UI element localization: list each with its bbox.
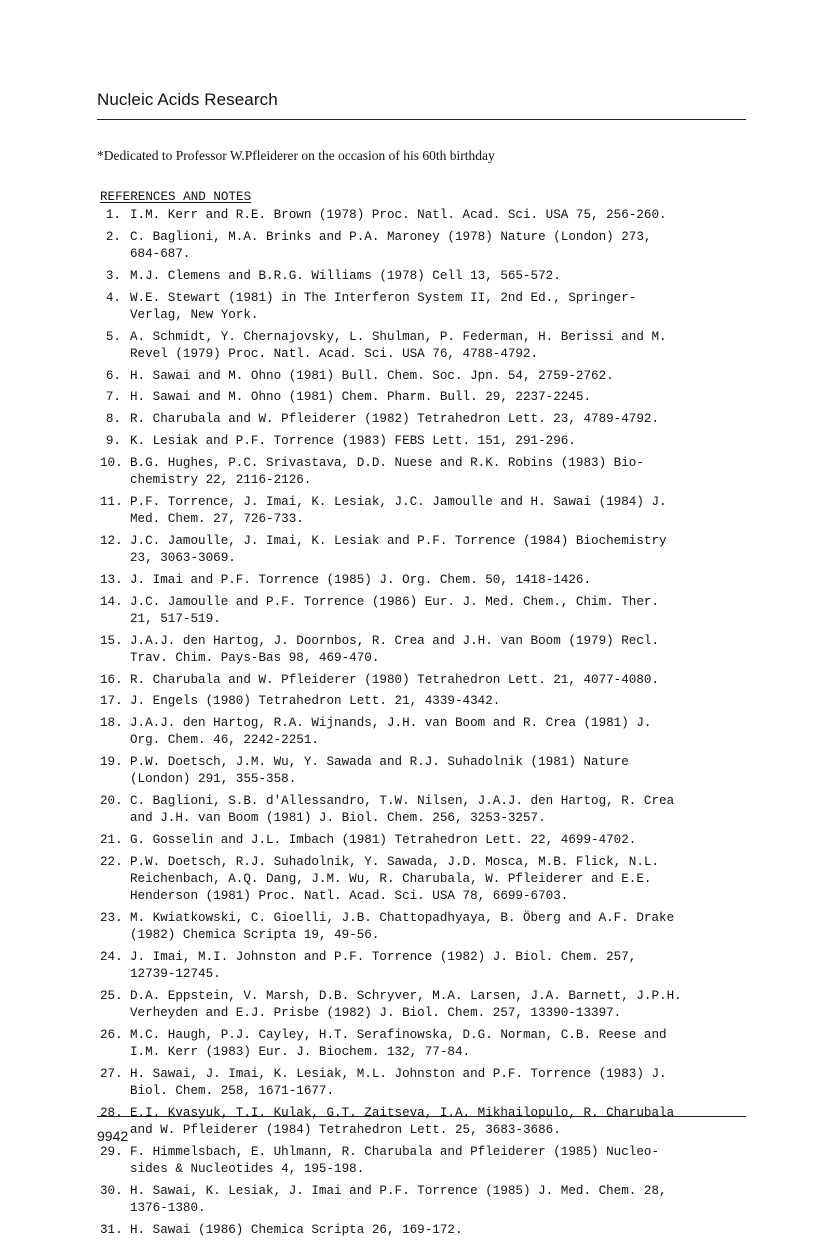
reference-item	[100, 793, 750, 827]
reference-text: C. Baglioni, M.A. Brinks and P.A. Maroney (1978) Nature (London) 273, 684-687.	[130, 229, 652, 261]
reference-item	[100, 411, 750, 428]
reference-number: 17.	[100, 694, 123, 709]
reference-text: H. Sawai and M. Ohno (1981) Chem. Pharm. Bull. 29, 2237-2245.	[130, 390, 592, 405]
reference-item	[100, 910, 750, 944]
reference-item	[100, 988, 750, 1022]
reference-item	[100, 329, 750, 363]
references-heading: REFERENCES AND NOTES	[100, 190, 252, 204]
reference-number: 1.	[105, 208, 121, 222]
reference-text: B.G. Hughes, P.C. Srivastava, D.D. Nuese and R.K. Robins (1983) Bio- chemistry 22, 2116-2126.	[130, 455, 644, 487]
reference-number: 23.	[100, 911, 123, 926]
reference-text: M. Kwiatkowski, C. Gioelli, J.B. Chattopadhyaya, B. Öberg and A.F. Drake (1982) Chemica Scripta 19, 49-56.	[130, 911, 675, 943]
reference-text: J. Imai, M.I. Johnston and P.F. Torrence (1982) J. Biol. Chem. 257, 12739-12745.	[130, 950, 637, 982]
reference-item	[100, 832, 750, 849]
reference-item	[100, 1144, 750, 1178]
reference-text: R. Charubala and W. Pfleiderer (1982) Tetrahedron Lett. 23, 4789-4792.	[130, 412, 660, 427]
reference-number: 10.	[100, 455, 123, 470]
reference-text: J. Engels (1980) Tetrahedron Lett. 21, 4339-4342.	[130, 694, 501, 709]
reference-item	[100, 455, 750, 489]
header-rule	[97, 119, 746, 120]
reference-text: R. Charubala and W. Pfleiderer (1980) Tetrahedron Lett. 21, 4077-4080.	[130, 672, 660, 687]
journal-title: Nucleic Acids Research	[97, 90, 278, 109]
reference-item	[100, 672, 750, 689]
reference-text: I.M. Kerr and R.E. Brown (1978) Proc. Natl. Acad. Sci. USA 75, 256-260.	[130, 208, 667, 222]
reference-text: H. Sawai (1986) Chemica Scripta 26, 169-172.	[130, 1223, 463, 1238]
reference-number: 4.	[105, 290, 121, 305]
reference-text: J.C. Jamoulle and P.F. Torrence (1986) Eur. J. Med. Chem., Chim. Ther. 21, 517-519.	[130, 594, 660, 626]
reference-number: 3.	[105, 268, 121, 283]
reference-item	[100, 533, 750, 567]
reference-text: P.F. Torrence, J. Imai, K. Lesiak, J.C. Jamoulle and H. Sawai (1984) J. Med. Chem. 27, 726-733.	[130, 494, 667, 526]
reference-number: 24.	[100, 950, 123, 965]
reference-item	[100, 754, 750, 788]
reference-text: J.C. Jamoulle, J. Imai, K. Lesiak and P.F. Torrence (1984) Biochemistry 23, 3063-3069.	[130, 533, 667, 565]
reference-text: A. Schmidt, Y. Chernajovsky, L. Shulman, P. Federman, H. Berissi and M. Revel (1979) Proc. Natl. Acad. Sci. USA 76, 4788-4792.	[130, 329, 667, 361]
reference-text: W.E. Stewart (1981) in The Interferon System II, 2nd Ed., Springer- Verlag, New York.	[130, 290, 637, 322]
reference-item	[100, 715, 750, 749]
reference-item	[100, 290, 750, 324]
reference-text: M.J. Clemens and B.R.G. Williams (1978) Cell 13, 565-572.	[130, 268, 561, 283]
reference-item	[100, 854, 750, 906]
reference-number: 18.	[100, 716, 123, 731]
reference-number: 7.	[105, 390, 121, 405]
reference-number: 30.	[100, 1184, 123, 1199]
footer-rule	[97, 1116, 746, 1117]
reference-number: 5.	[105, 329, 121, 344]
reference-text: E.I. Kvasyuk, T.I. Kulak, G.T. Zaitseva, I.A. Mikhailopulo, R. Charubala and W. Pfleiderer (1984) Tetrahedron Lett. 25, 3683-3686.	[130, 1106, 675, 1138]
reference-item	[100, 594, 750, 628]
reference-item	[100, 433, 750, 450]
reference-number: 11.	[100, 494, 123, 509]
reference-item	[100, 949, 750, 983]
reference-item	[100, 268, 750, 285]
reference-text: J.A.J. den Hartog, J. Doornbos, R. Crea and J.H. van Boom (1979) Recl. Trav. Chim. Pays-Bas 98, 469-470.	[130, 633, 660, 665]
reference-text: P.W. Doetsch, R.J. Suhadolnik, Y. Sawada, J.D. Mosca, M.B. Flick, N.L. Reichenbach, A.Q. Dang, J.M. Wu, R. Charubala, W. Pfleiderer and E.E. Henderson (1981) Proc. Natl. Acad. Sci. USA 78, 6699-6703.	[130, 854, 660, 904]
reference-item	[100, 1027, 750, 1061]
reference-item	[100, 229, 750, 263]
reference-number: 2.	[105, 229, 121, 244]
reference-item	[100, 494, 750, 528]
reference-text: D.A. Eppstein, V. Marsh, D.B. Schryver, M.A. Larsen, J.A. Barnett, J.P.H. Verheyden and E.J. Prisbe (1982) J. Biol. Chem. 257, 13390-13397.	[130, 989, 682, 1021]
reference-number: 15.	[100, 633, 123, 648]
reference-text: M.C. Haugh, P.J. Cayley, H.T. Serafinowska, D.G. Norman, C.B. Reese and I.M. Kerr (1983) Eur. J. Biochem. 132, 77-84.	[130, 1028, 667, 1060]
reference-text: F. Himmelsbach, E. Uhlmann, R. Charubala and Pfleiderer (1985) Nucleo- sides & Nucleotides 4, 195-198.	[130, 1145, 660, 1177]
reference-text: J. Imai and P.F. Torrence (1985) J. Org. Chem. 50, 1418-1426.	[130, 572, 592, 587]
reference-number: 26.	[100, 1028, 123, 1043]
reference-text: H. Sawai, J. Imai, K. Lesiak, M.L. Johnston and P.F. Torrence (1983) J. Biol. Chem. 258, 1671-1677.	[130, 1067, 667, 1099]
reference-text: P.W. Doetsch, J.M. Wu, Y. Sawada and R.J. Suhadolnik (1981) Nature (London) 291, 355-358.	[130, 755, 629, 787]
reference-number: 21.	[100, 833, 123, 848]
reference-number: 31.	[100, 1223, 123, 1238]
reference-item	[100, 389, 750, 406]
reference-text: J.A.J. den Hartog, R.A. Wijnands, J.H. van Boom and R. Crea (1981) J. Org. Chem. 46, 2242-2251.	[130, 716, 652, 748]
reference-text: H. Sawai, K. Lesiak, J. Imai and P.F. Torrence (1985) J. Med. Chem. 28, 1376-1380.	[130, 1184, 667, 1216]
reference-number: 25.	[100, 989, 123, 1004]
reference-number: 6.	[105, 368, 121, 383]
reference-number: 8.	[105, 412, 121, 427]
reference-list	[100, 207, 750, 1244]
reference-item	[100, 368, 750, 385]
reference-item	[100, 572, 750, 589]
reference-item	[100, 1066, 750, 1100]
reference-number: 22.	[100, 854, 123, 869]
reference-item	[100, 693, 750, 710]
reference-number: 13.	[100, 572, 123, 587]
reference-text: G. Gosselin and J.L. Imbach (1981) Tetrahedron Lett. 22, 4699-4702.	[130, 833, 637, 848]
reference-text: C. Baglioni, S.B. d'Allessandro, T.W. Nilsen, J.A.J. den Hartog, R. Crea and J.H. van Boom (1981) J. Biol. Chem. 256, 3253-3257.	[130, 794, 675, 826]
reference-text: H. Sawai and M. Ohno (1981) Bull. Chem. Soc. Jpn. 54, 2759-2762.	[130, 368, 614, 383]
reference-number: 27.	[100, 1067, 123, 1082]
reference-number: 14.	[100, 594, 123, 609]
reference-number: 9.	[105, 433, 121, 448]
reference-number: 29.	[100, 1145, 123, 1160]
reference-number: 28.	[100, 1106, 123, 1121]
reference-item	[100, 1222, 750, 1239]
reference-item	[100, 207, 750, 224]
reference-number: 12.	[100, 533, 123, 548]
page-number: 9942	[97, 1128, 129, 1144]
reference-number: 19.	[100, 755, 123, 770]
reference-number: 20.	[100, 794, 123, 809]
reference-text: K. Lesiak and P.F. Torrence (1983) FEBS Lett. 151, 291-296.	[130, 433, 576, 448]
reference-item	[100, 1183, 750, 1217]
dedication-note: *Dedicated to Professor W.Pfleiderer on the occasion of his 60th birthday	[97, 148, 495, 163]
reference-number: 16.	[100, 672, 123, 687]
reference-item	[100, 633, 750, 667]
reference-item	[100, 1105, 750, 1139]
